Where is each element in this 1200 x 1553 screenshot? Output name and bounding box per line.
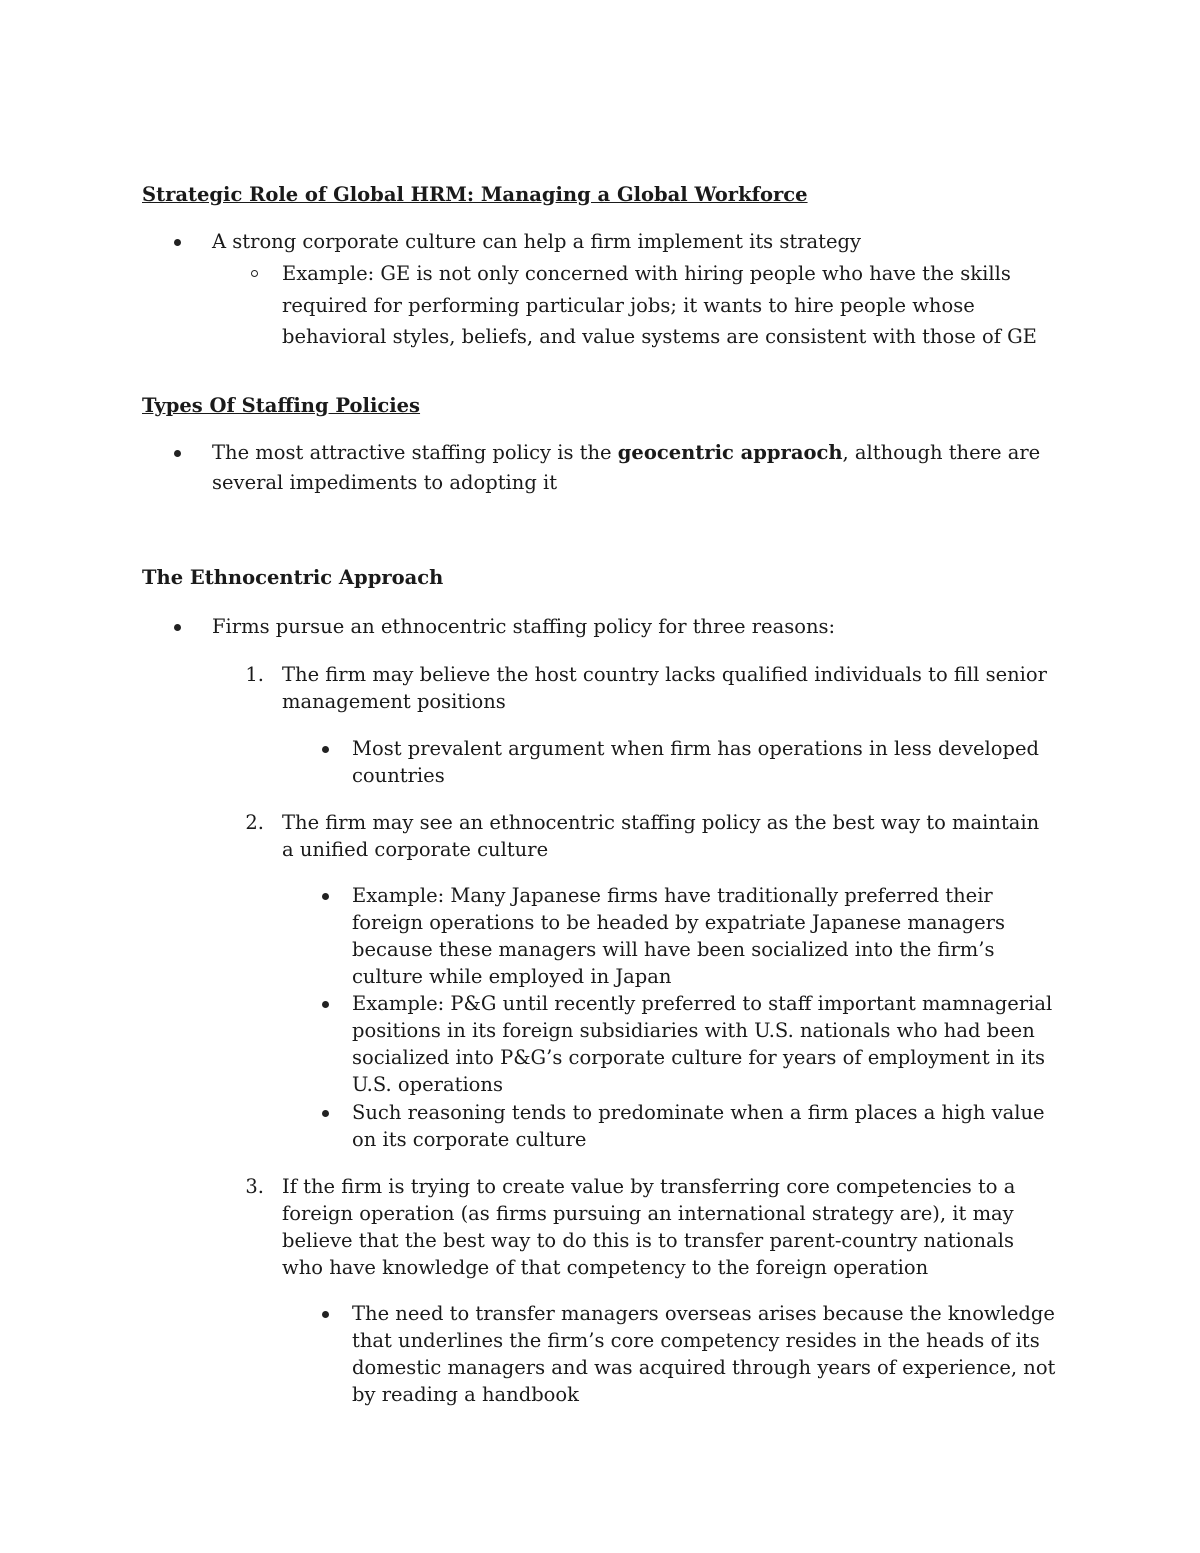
- bullet-icon: [322, 1110, 329, 1117]
- bullet-icon: [322, 746, 329, 753]
- bullet-icon: [174, 624, 181, 631]
- list-item: Example: P&G until recently preferred to staff important mamnagerial positions in its foreign subsidiaries with U.S. nationals who had been socialized into P&G’s corporate culture for years of employment in its U.S. operations: [352, 990, 1062, 1098]
- emphasis-term: geocentric appraoch: [617, 441, 843, 464]
- numbered-item: 1. The firm may believe the host country lacks qualified individuals to fill senior management positions: [245, 663, 1047, 713]
- list-item: Example: Many Japanese firms have traditionally preferred their foreign operations to be headed by expatriate Japanese managers because these managers will have been socialized into the firm’s culture while employed in Japan: [352, 882, 1062, 990]
- bullet-icon: [174, 239, 181, 246]
- list-item: Firms pursue an ethnocentric staffing policy for three reasons:: [212, 612, 1072, 642]
- hollow-bullet-icon: [251, 270, 258, 277]
- list-item: Such reasoning tends to predominate when a firm places a high value on its corporate culture: [352, 1099, 1052, 1153]
- list-item: The most attractive staffing policy is the geocentric appraoch, although there are several impediments to adopting it: [212, 438, 1072, 498]
- numbered-item: 2. The firm may see an ethnocentric staffing policy as the best way to maintain a unified corporate culture: [245, 811, 1040, 861]
- numbered-item: 3. If the firm is trying to create value by transferring core competencies to a foreign operation (as firms pursuing an international strategy are), it may believe that the best way to do this is to transfer parent-country nationals who have knowledge of that competency to the foreign operation: [245, 1175, 1016, 1279]
- section-heading-global-hrm: Strategic Role of Global HRM: Managing a Global Workforce: [142, 183, 808, 206]
- list-item: Example: GE is not only concerned with hiring people who have the skills required for performing particular jobs; it wants to hire people whose behavioral styles, beliefs, and value systems are consistent with those of GE: [282, 258, 1062, 353]
- bullet-icon: [322, 1311, 329, 1318]
- bullet-icon: [322, 893, 329, 900]
- section-heading-staffing-policies: Types Of Staffing Policies: [142, 394, 421, 417]
- bullet-icon: [174, 450, 181, 457]
- list-item: The need to transfer managers overseas arises because the knowledge that underlines the firm’s core competency resides in the heads of its domestic managers and was acquired through years of experience, not by reading a handbook: [352, 1300, 1057, 1408]
- list-item: A strong corporate culture can help a firm implement its strategy: [212, 227, 1092, 257]
- bullet-icon: [322, 1001, 329, 1008]
- section-heading-ethnocentric: The Ethnocentric Approach: [142, 566, 444, 589]
- list-item: Most prevalent argument when firm has operations in less developed countries: [352, 735, 1052, 789]
